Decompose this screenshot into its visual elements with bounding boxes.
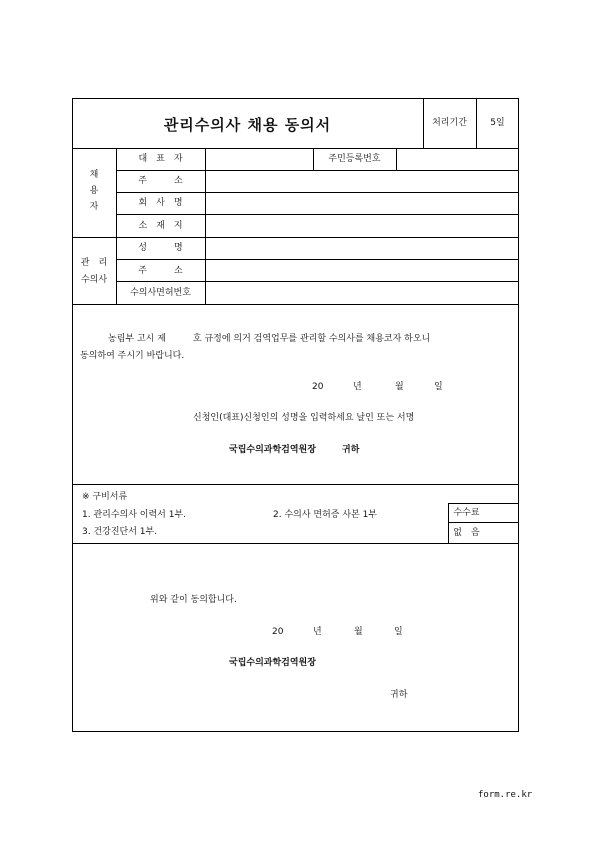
application-date-year-unit: 년 [353, 382, 362, 392]
processing-period-value: 5일 [490, 118, 505, 128]
documents-heading: ※ 구비서류 [82, 492, 128, 502]
form-title: 관리수의사 채용 동의서 [163, 116, 332, 134]
document-item-2: 2. 수의사 면허증 사본 1부 [273, 510, 378, 520]
vet-name-field[interactable] [206, 238, 518, 259]
divider [448, 503, 519, 504]
document-item-1: 1. 관리수의사 이력서 1부. [82, 510, 187, 520]
vet-group-label-2: 수의사 [80, 275, 108, 285]
vet-address-label: 주 소 [138, 266, 183, 276]
company-name-label: 회 사 명 [138, 198, 183, 208]
vet-name-label: 성 명 [138, 243, 183, 253]
resident-number-label: 주민등록번호 [328, 154, 381, 164]
fee-value: 없 음 [453, 528, 480, 538]
location-field[interactable] [206, 215, 518, 236]
consent-date-year: 20 [272, 627, 284, 637]
consent-date-month-unit: 월 [354, 627, 363, 637]
representative-label: 대 표 자 [138, 154, 183, 164]
employer-group-label-3: 자 [89, 202, 99, 212]
watermark: form.re.kr [478, 790, 533, 800]
divider [72, 304, 519, 305]
employer-group-label-1: 채 [89, 170, 99, 180]
fee-label: 수수료 [453, 508, 480, 518]
employer-address-label: 주 소 [138, 176, 183, 186]
application-date-month-unit: 월 [395, 382, 404, 392]
employer-address-field[interactable] [206, 171, 518, 192]
processing-period-label: 처리기간 [432, 118, 467, 128]
application-date-day-unit: 일 [434, 382, 443, 392]
consent-date-year-unit: 년 [313, 627, 322, 637]
consent-org: 국립수의과학검역원장 [229, 658, 316, 668]
divider [72, 484, 519, 485]
location-label: 소 재 지 [138, 221, 183, 231]
divider [448, 522, 519, 523]
vet-license-label: 수의사면허번호 [130, 288, 191, 298]
application-body-line1: 농림부 고시 제 호 규정에 의거 검역업무를 관리할 수의사를 채용코자 하오니 [108, 334, 431, 344]
consent-statement: 위와 같이 동의합니다. [150, 595, 237, 605]
employer-group-label-2: 용 [89, 186, 99, 196]
vet-license-field[interactable] [206, 282, 518, 303]
addressee-org: 국립수의과학검역원장 [229, 445, 316, 455]
representative-field[interactable] [206, 149, 312, 169]
company-name-field[interactable] [206, 193, 518, 214]
vet-address-field[interactable] [206, 260, 518, 281]
addressee-suffix: 귀하 [342, 445, 360, 455]
document-item-3: 3. 건강진단서 1부. [82, 527, 158, 537]
divider [72, 543, 519, 544]
applicant-signature-line[interactable]: 신청인(대표)신청인의 성명을 입력하세요 날인 또는 서명 [193, 413, 415, 423]
vet-group-label-1: 관 리 [80, 258, 108, 268]
consent-date-day-unit: 일 [394, 627, 403, 637]
consent-suffix: 귀하 [390, 690, 408, 700]
application-date-year: 20 [312, 382, 324, 392]
resident-number-field[interactable] [397, 149, 518, 169]
application-body-line2: 동의하여 주시기 바랍니다. [80, 351, 185, 361]
